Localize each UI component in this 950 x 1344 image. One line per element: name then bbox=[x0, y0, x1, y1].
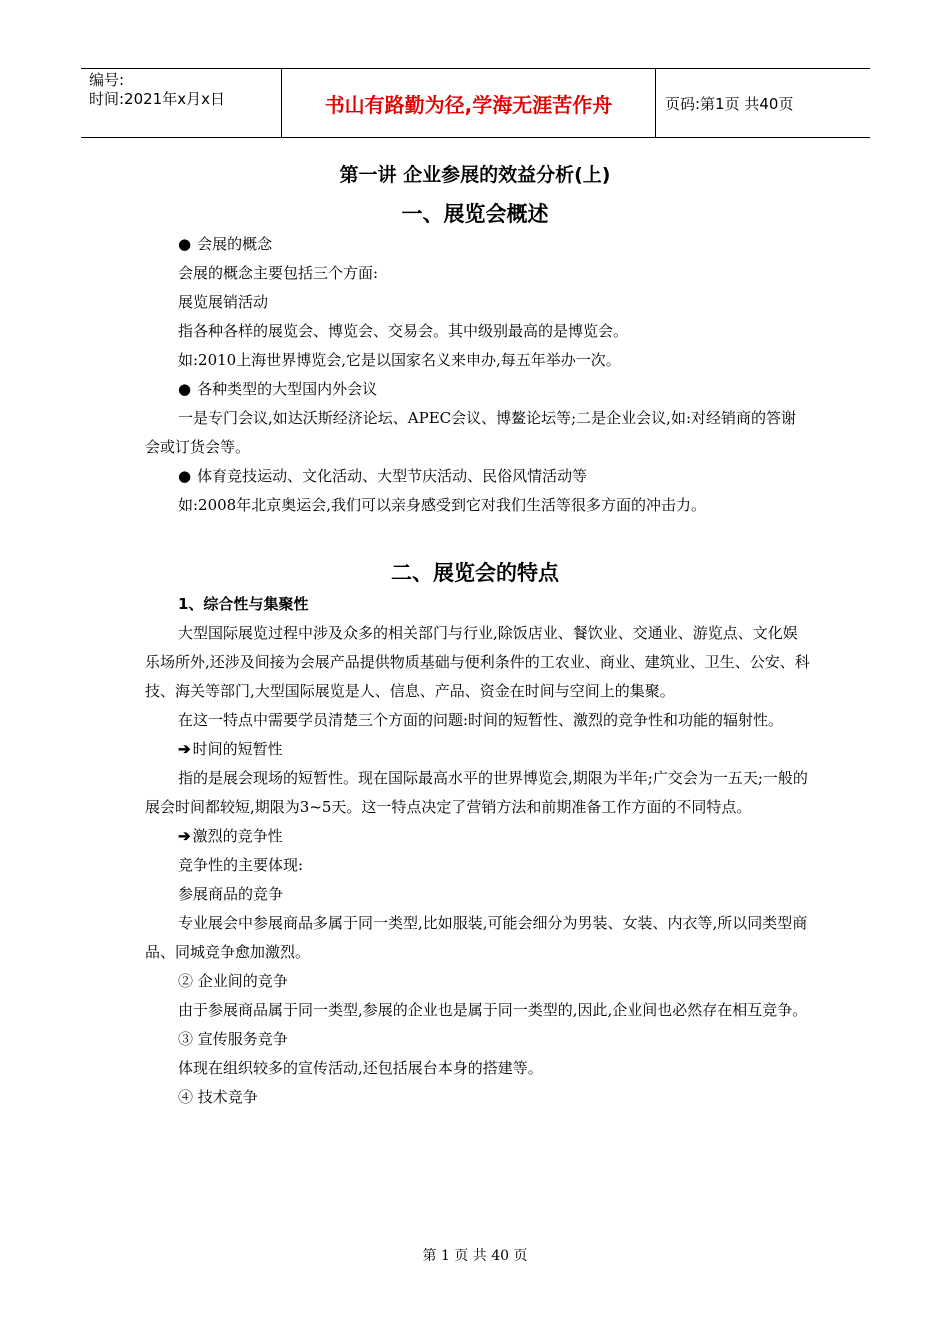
paragraph: 展览展销活动 bbox=[178, 293, 269, 311]
section-2-title: 二、展览会的特点 bbox=[391, 561, 559, 585]
number-label: 编号: bbox=[89, 71, 125, 89]
bullet-heading: ● 会展的概念 bbox=[145, 230, 810, 259]
numbered-heading: ③ 宣传服务竞争 bbox=[178, 1030, 288, 1048]
paragraph: 由于参展商品属于同一类型,参展的企业也是属于同一类型的,因此,企业间也必然存在相互竞争。 bbox=[178, 1001, 808, 1019]
arrow-heading: ➔ 激烈的竞争性 bbox=[145, 822, 810, 851]
paragraph: 在这一特点中需要学员清楚三个方面的问题:时间的短暂性、激烈的竞争性和功能的辐射性。 bbox=[178, 711, 784, 729]
section-1-body bbox=[145, 230, 810, 520]
header-meta-cell bbox=[81, 69, 281, 137]
section-1-title: 一、展览会概述 bbox=[401, 202, 549, 226]
paragraph: 如:2008年北京奥运会,我们可以亲身感受到它对我们生活等很多方面的冲击力。 bbox=[178, 496, 706, 514]
lecture-title: 第一讲 企业参展的效益分析(上) bbox=[339, 164, 611, 186]
numbered-heading: ④ 技术竞争 bbox=[178, 1088, 258, 1106]
paragraph: 如:2010上海世界博览会,它是以国家名义来申办,每五年举办一次。 bbox=[178, 351, 621, 369]
header-page-info: 页码:第1页 共40页 bbox=[665, 94, 794, 113]
header-motto: 书山有路勤为径,学海无涯苦作舟 bbox=[324, 92, 613, 117]
paragraph: 会展的概念主要包括三个方面: bbox=[178, 264, 379, 282]
arrow-heading: ➔ 时间的短暂性 bbox=[145, 735, 810, 764]
header-table bbox=[81, 68, 870, 138]
paragraph: 一是专门会议,如达沃斯经济论坛、APEC会议、博鳌论坛等;二是企业会议,如:对经销商的答谢会或订货会等。 bbox=[145, 409, 796, 456]
paragraph: 参展商品的竞争 bbox=[178, 885, 284, 903]
numbered-heading: ② 企业间的竞争 bbox=[178, 972, 288, 990]
section-2-body bbox=[145, 590, 810, 1112]
subsection-heading: 1、综合性与集聚性 bbox=[178, 595, 309, 613]
paragraph: 专业展会中参展商品多属于同一类型,比如服装,可能会细分为男装、女装、内衣等,所以同类型商品、同城竞争愈加激烈。 bbox=[145, 914, 808, 961]
date-label: 时间:2021年x月x日 bbox=[89, 90, 225, 108]
paragraph: 指的是展会现场的短暂性。现在国际最高水平的世界博览会,期限为半年;广交会为一五天;一般的展会时间都较短,期限为3~5天。这一特点决定了营销方法和前期准备工作方面的不同特点。 bbox=[145, 769, 808, 816]
paragraph: 体现在组织较多的宣传活动,还包括展台本身的搭建等。 bbox=[178, 1059, 543, 1077]
bullet-heading: ● 体育竞技运动、文化活动、大型节庆活动、民俗风情活动等 bbox=[145, 462, 810, 491]
paragraph: 指各种各样的展览会、博览会、交易会。其中级别最高的是博览会。 bbox=[178, 322, 629, 340]
page-footer: 第 1 页 共 40 页 bbox=[422, 1248, 528, 1264]
bullet-heading: ● 各种类型的大型国内外会议 bbox=[145, 375, 810, 404]
paragraph: 大型国际展览过程中涉及众多的相关部门与行业,除饭店业、餐饮业、交通业、游览点、文化娱乐场所外,还涉及间接为会展产品提供物质基础与便利条件的工农业、商业、建筑业、卫生、公安、科技、海关等部门,大型国际展览是人、信息、产品、资金在时间与空间上的集聚。 bbox=[145, 624, 810, 700]
paragraph: 竞争性的主要体现: bbox=[178, 856, 304, 874]
header-divider bbox=[655, 69, 656, 137]
